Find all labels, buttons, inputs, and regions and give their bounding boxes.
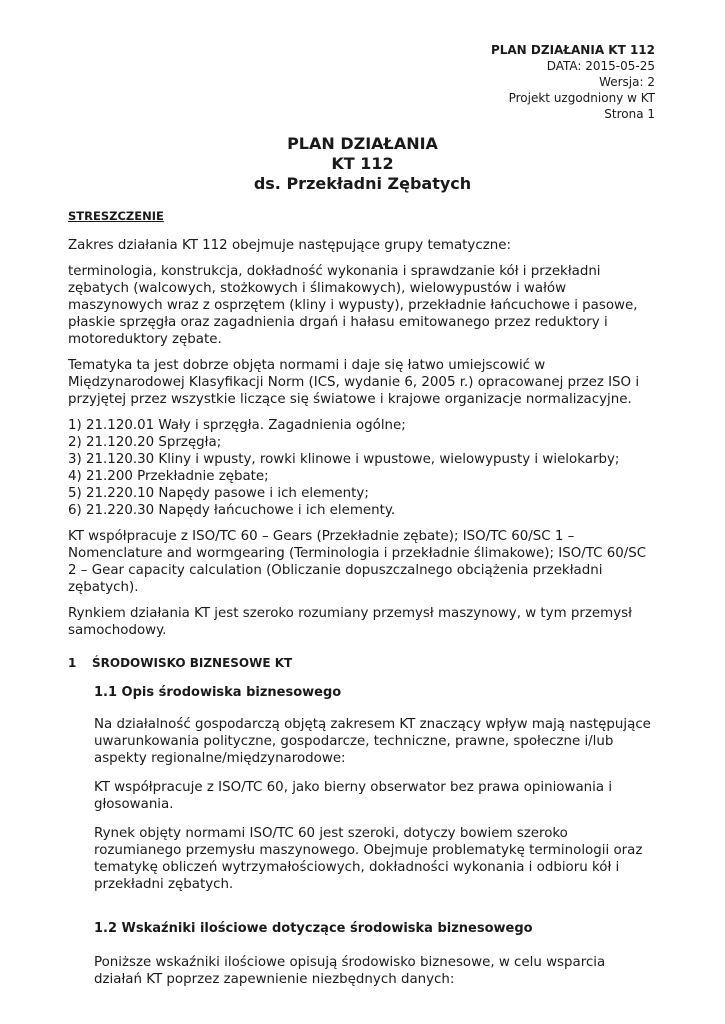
subsection-paragraph: Poniższe wskaźniki ilościowe opisują środowisko biznesowe, w celu wsparcia działań KT poprzez zapewnienie niezbędnych danych: bbox=[94, 955, 606, 987]
summary-heading: STRESZCZENIE bbox=[68, 209, 164, 223]
header-title: PLAN DZIAŁANIA KT 112 bbox=[490, 43, 655, 57]
summary-paragraph: Tematyka ta jest dobrze objęta normami i daje się łatwo umiejscowić w Międzynarodowej Klasyfikacji Norm (ICS, wydanie 6, 2005 r.) opracowanej przez ISO i przyjętej przez wszystkie liczące się światowe i krajowe organizacje normalizacyjne. bbox=[68, 358, 640, 407]
section-heading bbox=[68, 655, 657, 672]
subsection-paragraph: Rynek objęty normami ISO/TC 60 jest szeroki, dotyczy bowiem szeroko rozumianego przemysłu maszynowego. Obejmuje problematykę terminologii oraz tematykę obliczeń wytrzymałościowych, dokładności wykonania i odbioru kół i przekładni zębatych. bbox=[94, 826, 643, 892]
summary-paragraph: terminologia, konstrukcja, dokładność wykonania i sprawdzanie kół i przekładni zębatych (walcowych, stożkowych i ślimakowych), wielowypustów i wałów maszynowych wraz z osprzętem (kliny i wypusty), przekładnie łańcuchowe i pasowe, płaskie sprzęgła oraz zagadnienia drgań i hałasu emitowanego przez reduktory i motoreduktory zębate. bbox=[68, 264, 638, 347]
header-page-number: Strona 1 bbox=[604, 107, 655, 121]
document-header bbox=[491, 42, 655, 122]
summary-paragraph: Rynkiem działania KT jest szeroko rozumiany przemysł maszynowy, w tym przemysł samochodowy. bbox=[68, 606, 632, 638]
header-version: Wersja: 2 bbox=[599, 75, 655, 89]
list-item: 3) 21.120.30 Kliny i wpusty, rowki klinowe i wpustowe, wielowypusty i wielokarby; bbox=[68, 452, 620, 467]
ics-list bbox=[68, 417, 657, 519]
section-number: 1 bbox=[68, 656, 77, 670]
list-item: 1) 21.120.01 Wały i sprzęgła. Zagadnienia ogólne; bbox=[68, 418, 406, 433]
subsection-heading: 1.2 Wskaźniki ilościowe dotyczące środowiska biznesowego bbox=[94, 921, 533, 936]
summary-paragraph: Zakres działania KT 112 obejmuje następujące grupy tematyczne: bbox=[68, 238, 511, 253]
section-content bbox=[68, 684, 657, 988]
title-line-2: KT 112 bbox=[331, 154, 394, 173]
list-item: 4) 21.200 Przekładnie zębate; bbox=[68, 469, 269, 484]
list-item: 6) 21.220.30 Napędy łańcuchowe i ich elementy. bbox=[68, 503, 396, 518]
document-title bbox=[0, 134, 725, 194]
document-body bbox=[68, 208, 657, 1000]
header-status: Projekt uzgodniony w KT bbox=[508, 91, 655, 105]
title-line-1: PLAN DZIAŁANIA bbox=[287, 134, 438, 153]
subsection-paragraph: Na działalność gospodarczą objętą zakresem KT znaczący wpływ mają następujące uwarunkowania polityczne, gospodarcze, techniczne, prawne, społeczne i/lub aspekty regionalne/międzynarodowe: bbox=[94, 717, 651, 766]
section-title: ŚRODOWISKO BIZNESOWE KT bbox=[92, 656, 293, 670]
summary-paragraph: KT współpracuje z ISO/TC 60 – Gears (Przekładnie zębate); ISO/TC 60/SC 1 – Nomenclature and wormgearing (Terminologia i przekładnie ślimakowe); ISO/TC 60/SC 2 – Gear capacity calculation (Obliczanie dopuszczalnego obciążenia przekładni zębatych). bbox=[68, 529, 647, 595]
list-item: 5) 21.220.10 Napędy pasowe i ich elementy; bbox=[68, 486, 369, 501]
subsection-heading: 1.1 Opis środowiska biznesowego bbox=[94, 685, 342, 700]
title-line-3: ds. Przekładni Zębatych bbox=[253, 174, 472, 193]
header-date: DATA: 2015-05-25 bbox=[546, 59, 655, 73]
subsection-paragraph: KT współpracuje z ISO/TC 60, jako bierny obserwator bez prawa opiniowania i głosowania. bbox=[94, 780, 613, 812]
list-item: 2) 21.120.20 Sprzęgła; bbox=[68, 435, 222, 450]
